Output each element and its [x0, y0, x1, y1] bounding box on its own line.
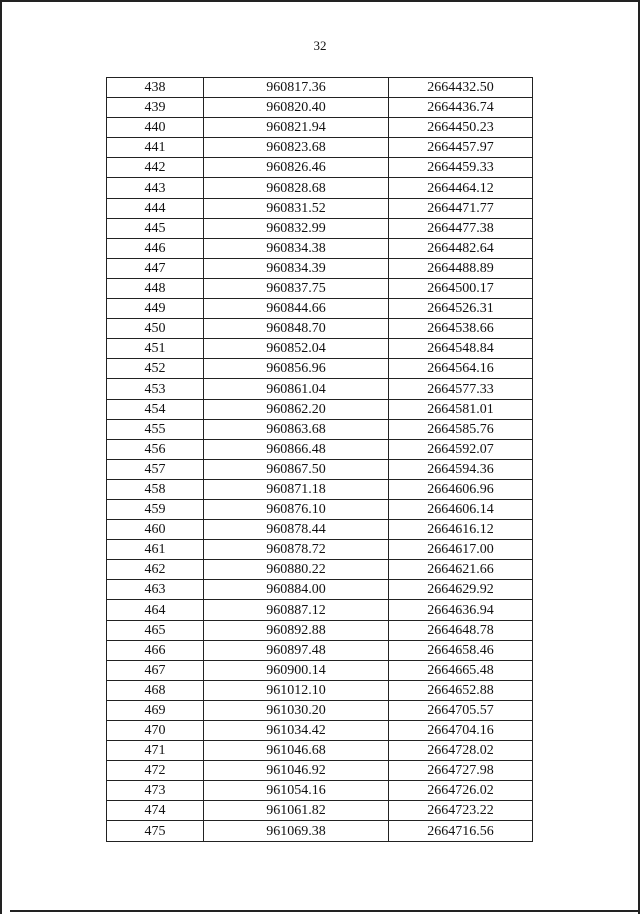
y-coordinate-cell: 2664500.17	[389, 278, 533, 298]
x-coordinate-cell: 960878.72	[204, 540, 389, 560]
point-number-cell: 467	[107, 660, 204, 680]
page-border-top	[0, 0, 640, 2]
point-number-cell: 444	[107, 198, 204, 218]
x-coordinate-cell: 960884.00	[204, 580, 389, 600]
y-coordinate-cell: 2664727.98	[389, 761, 533, 781]
table-row	[107, 339, 533, 359]
point-number-cell: 440	[107, 118, 204, 138]
table-row	[107, 781, 533, 801]
y-coordinate-cell: 2664548.84	[389, 339, 533, 359]
table-row	[107, 761, 533, 781]
x-coordinate-cell: 960826.46	[204, 158, 389, 178]
point-number-cell: 438	[107, 78, 204, 98]
x-coordinate-cell: 960821.94	[204, 118, 389, 138]
table-row	[107, 741, 533, 761]
x-coordinate-cell: 960820.40	[204, 98, 389, 118]
table-row	[107, 319, 533, 339]
x-coordinate-cell: 960878.44	[204, 520, 389, 540]
y-coordinate-cell: 2664723.22	[389, 801, 533, 821]
x-coordinate-cell: 960900.14	[204, 660, 389, 680]
table-row	[107, 479, 533, 499]
x-coordinate-cell: 960831.52	[204, 198, 389, 218]
point-number-cell: 464	[107, 600, 204, 620]
y-coordinate-cell: 2664538.66	[389, 319, 533, 339]
table-row	[107, 620, 533, 640]
point-number-cell: 469	[107, 700, 204, 720]
point-number-cell: 455	[107, 419, 204, 439]
point-number-cell: 465	[107, 620, 204, 640]
x-coordinate-cell: 960871.18	[204, 479, 389, 499]
x-coordinate-cell: 961061.82	[204, 801, 389, 821]
y-coordinate-cell: 2664592.07	[389, 439, 533, 459]
point-number-cell: 447	[107, 258, 204, 278]
point-number-cell: 441	[107, 138, 204, 158]
table-row	[107, 158, 533, 178]
x-coordinate-cell: 960892.88	[204, 620, 389, 640]
table-row	[107, 801, 533, 821]
table-row	[107, 419, 533, 439]
x-coordinate-cell: 960828.68	[204, 178, 389, 198]
page-number: 32	[313, 38, 327, 53]
point-number-cell: 461	[107, 540, 204, 560]
page-border-left	[0, 0, 2, 914]
point-number-cell: 460	[107, 520, 204, 540]
y-coordinate-cell: 2664648.78	[389, 620, 533, 640]
y-coordinate-cell: 2664616.12	[389, 520, 533, 540]
y-coordinate-cell: 2664477.38	[389, 218, 533, 238]
table-row	[107, 379, 533, 399]
point-number-cell: 448	[107, 278, 204, 298]
table-row	[107, 580, 533, 600]
y-coordinate-cell: 2664658.46	[389, 640, 533, 660]
y-coordinate-cell: 2664726.02	[389, 781, 533, 801]
table-row	[107, 680, 533, 700]
point-number-cell: 458	[107, 479, 204, 499]
table-row	[107, 560, 533, 580]
y-coordinate-cell: 2664704.16	[389, 721, 533, 741]
x-coordinate-cell: 960837.75	[204, 278, 389, 298]
x-coordinate-cell: 961030.20	[204, 700, 389, 720]
point-number-cell: 466	[107, 640, 204, 660]
x-coordinate-cell: 960817.36	[204, 78, 389, 98]
x-coordinate-cell: 961054.16	[204, 781, 389, 801]
x-coordinate-cell: 960852.04	[204, 339, 389, 359]
y-coordinate-cell: 2664665.48	[389, 660, 533, 680]
point-number-cell: 454	[107, 399, 204, 419]
table-row	[107, 700, 533, 720]
y-coordinate-cell: 2664564.16	[389, 359, 533, 379]
point-number-cell: 470	[107, 721, 204, 741]
y-coordinate-cell: 2664629.92	[389, 580, 533, 600]
y-coordinate-cell: 2664606.14	[389, 499, 533, 519]
x-coordinate-cell: 960897.48	[204, 640, 389, 660]
point-number-cell: 439	[107, 98, 204, 118]
y-coordinate-cell: 2664585.76	[389, 419, 533, 439]
point-number-cell: 463	[107, 580, 204, 600]
y-coordinate-cell: 2664652.88	[389, 680, 533, 700]
table-row	[107, 138, 533, 158]
y-coordinate-cell: 2664432.50	[389, 78, 533, 98]
table-row	[107, 399, 533, 419]
y-coordinate-cell: 2664728.02	[389, 741, 533, 761]
table-row	[107, 98, 533, 118]
point-number-cell: 446	[107, 238, 204, 258]
point-number-cell: 459	[107, 499, 204, 519]
x-coordinate-cell: 960887.12	[204, 600, 389, 620]
y-coordinate-cell: 2664621.66	[389, 560, 533, 580]
y-coordinate-cell: 2664716.56	[389, 821, 533, 841]
y-coordinate-cell: 2664636.94	[389, 600, 533, 620]
table-row	[107, 299, 533, 319]
table-row	[107, 278, 533, 298]
x-coordinate-cell: 961012.10	[204, 680, 389, 700]
y-coordinate-cell: 2664471.77	[389, 198, 533, 218]
x-coordinate-cell: 960856.96	[204, 359, 389, 379]
point-number-cell: 457	[107, 459, 204, 479]
point-number-cell: 471	[107, 741, 204, 761]
table-row	[107, 540, 533, 560]
x-coordinate-cell: 960823.68	[204, 138, 389, 158]
point-number-cell: 445	[107, 218, 204, 238]
coordinates-table-body	[107, 78, 533, 842]
point-number-cell: 462	[107, 560, 204, 580]
point-number-cell: 450	[107, 319, 204, 339]
table-row	[107, 78, 533, 98]
y-coordinate-cell: 2664482.64	[389, 238, 533, 258]
y-coordinate-cell: 2664617.00	[389, 540, 533, 560]
point-number-cell: 451	[107, 339, 204, 359]
y-coordinate-cell: 2664581.01	[389, 399, 533, 419]
coordinates-table	[106, 77, 533, 842]
x-coordinate-cell: 960862.20	[204, 399, 389, 419]
x-coordinate-cell: 960844.66	[204, 299, 389, 319]
x-coordinate-cell: 961046.92	[204, 761, 389, 781]
x-coordinate-cell: 960866.48	[204, 439, 389, 459]
page-border-bottom	[10, 910, 640, 912]
table-row	[107, 218, 533, 238]
table-row	[107, 198, 533, 218]
x-coordinate-cell: 960848.70	[204, 319, 389, 339]
y-coordinate-cell: 2664488.89	[389, 258, 533, 278]
table-row	[107, 118, 533, 138]
table-row	[107, 178, 533, 198]
table-row	[107, 520, 533, 540]
table-row	[107, 600, 533, 620]
point-number-cell: 472	[107, 761, 204, 781]
x-coordinate-cell: 961069.38	[204, 821, 389, 841]
x-coordinate-cell: 960834.39	[204, 258, 389, 278]
point-number-cell: 453	[107, 379, 204, 399]
table-row	[107, 721, 533, 741]
y-coordinate-cell: 2664705.57	[389, 700, 533, 720]
table-row	[107, 660, 533, 680]
table-row	[107, 238, 533, 258]
x-coordinate-cell: 960867.50	[204, 459, 389, 479]
y-coordinate-cell: 2664459.33	[389, 158, 533, 178]
point-number-cell: 443	[107, 178, 204, 198]
y-coordinate-cell: 2664526.31	[389, 299, 533, 319]
table-row	[107, 359, 533, 379]
point-number-cell: 474	[107, 801, 204, 821]
table-row	[107, 821, 533, 841]
table-row	[107, 459, 533, 479]
x-coordinate-cell: 961046.68	[204, 741, 389, 761]
y-coordinate-cell: 2664457.97	[389, 138, 533, 158]
y-coordinate-cell: 2664436.74	[389, 98, 533, 118]
x-coordinate-cell: 960834.38	[204, 238, 389, 258]
x-coordinate-cell: 960863.68	[204, 419, 389, 439]
point-number-cell: 442	[107, 158, 204, 178]
table-row	[107, 439, 533, 459]
x-coordinate-cell: 960861.04	[204, 379, 389, 399]
x-coordinate-cell: 960876.10	[204, 499, 389, 519]
y-coordinate-cell: 2664577.33	[389, 379, 533, 399]
point-number-cell: 473	[107, 781, 204, 801]
table-row	[107, 258, 533, 278]
point-number-cell: 475	[107, 821, 204, 841]
y-coordinate-cell: 2664450.23	[389, 118, 533, 138]
table-row	[107, 499, 533, 519]
x-coordinate-cell: 960832.99	[204, 218, 389, 238]
point-number-cell: 456	[107, 439, 204, 459]
point-number-cell: 449	[107, 299, 204, 319]
point-number-cell: 452	[107, 359, 204, 379]
y-coordinate-cell: 2664464.12	[389, 178, 533, 198]
y-coordinate-cell: 2664594.36	[389, 459, 533, 479]
x-coordinate-cell: 960880.22	[204, 560, 389, 580]
point-number-cell: 468	[107, 680, 204, 700]
table-row	[107, 640, 533, 660]
y-coordinate-cell: 2664606.96	[389, 479, 533, 499]
x-coordinate-cell: 961034.42	[204, 721, 389, 741]
